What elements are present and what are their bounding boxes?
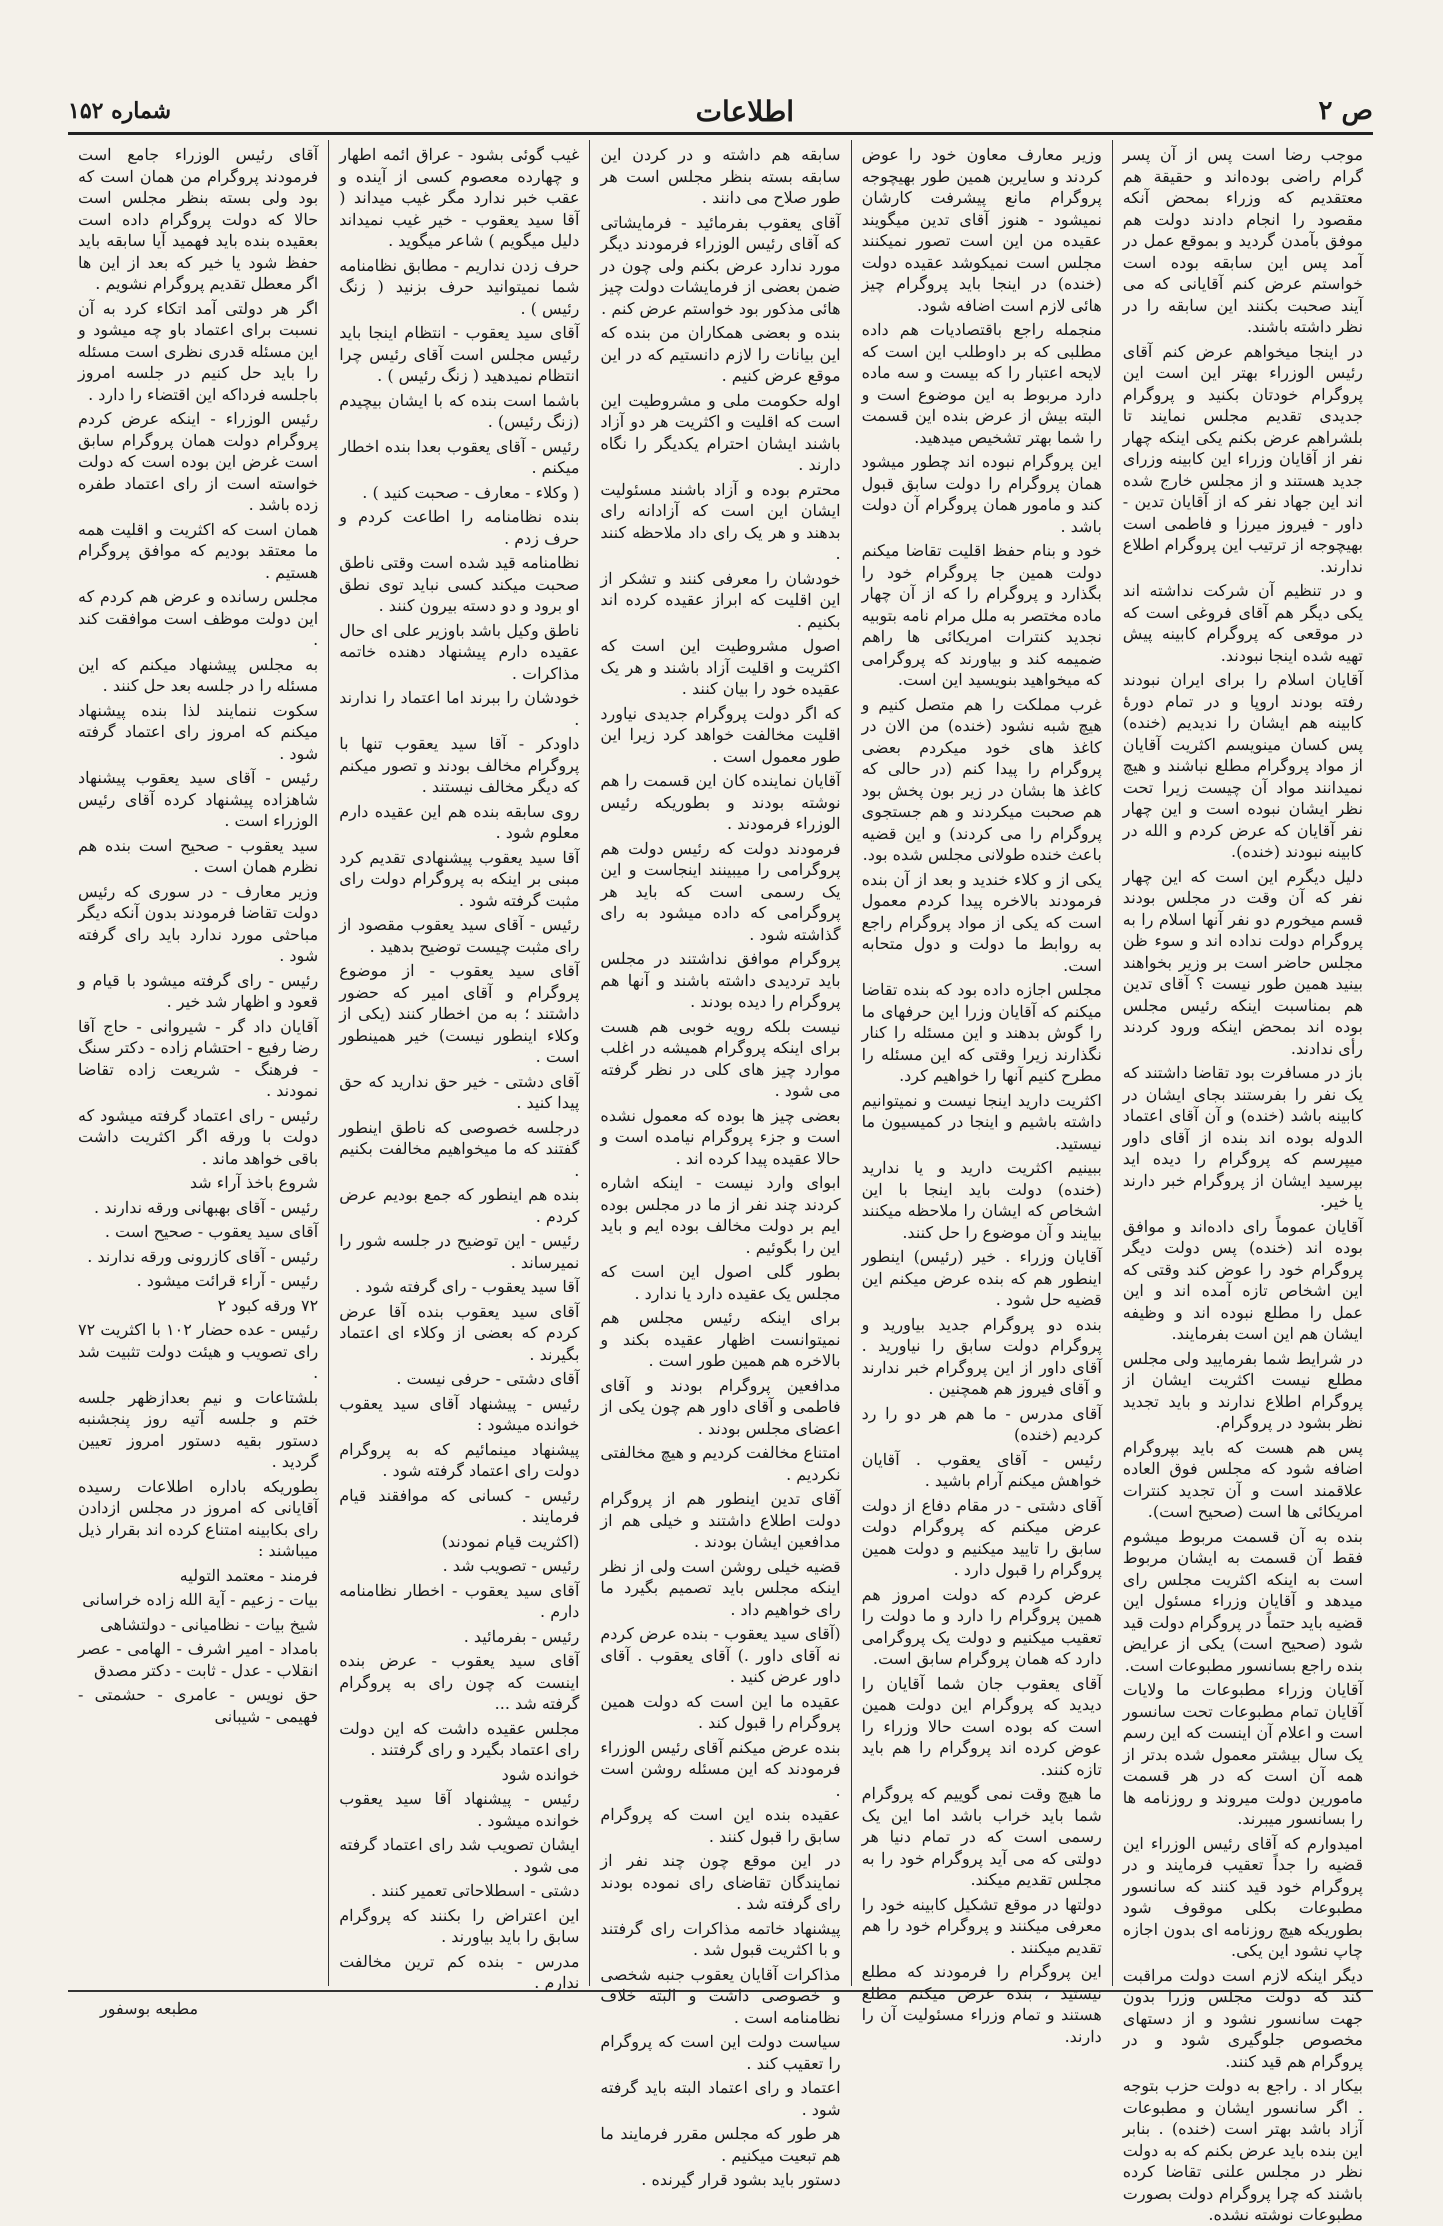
paragraph: دستور باید بشود قرار گیرنده .: [641, 2170, 841, 2189]
paragraph: دیگر اینکه لازم است دولت مراقبت کند که دولت مجلس وزرا بدون جهت سانسور نشود و از دستهای مخصوص جلوگیری شود و در پروگرام هم قید کنند.: [1122, 1965, 1363, 2071]
paragraph: امیدوارم که آقای رئیس الوزراء این قضیه را جداً تعقیب فرمایند و در پروگرام خود قید کنند که سانسور مطبوعات بکلی موقوف شود بطوریکه هیچ روزنامه ای بدون اجازه چاپ نشود این یکی.: [1122, 1833, 1363, 1960]
paragraph: برای اینکه رئیس مجلس هم نمیتوانست اظهار عقیده بکند و بالاخره هم همین طور است .: [600, 1308, 841, 1370]
paragraph: قضیه خیلی روشن است ولی از نظر اینکه مجلس باید تصمیم بگیرد ما رای خواهیم داد .: [600, 1556, 841, 1619]
paragraph: سید یعقوب - صحیح است بنده هم نظرم همان است .: [77, 835, 319, 876]
paragraph: خود و بنام حفظ اقلیت تقاضا میکنم دولت همین جا پروگرام خود را بگذارد و پروگرام را که از آن چهار ماده مختصر به ملل مرام نامه بتوبیه نجدید کنترات امریکائی ها راهم ضمیمه کند و بیاورند که پروگرامی که میخواهید بنویسید این است.: [861, 541, 1102, 689]
paragraph: ببینیم اکثریت دارید و یا ندارید (خنده) دولت باید اینجا با این اشخاص که ایشان را ملاحظه میکنند بیایند و آن موضوع را حل کنند.: [861, 1158, 1102, 1242]
paragraph: آقای یعقوب جان شما آقایان را دیدید که پروگرام این دولت همین است که بوده است حالا وزراء را عوض کرده اند پروگرام را هم باید تازه کنند.: [861, 1673, 1102, 1779]
paragraph: در این موقع چون چند نفر از نمایندگان تقاضای رای نموده بودند رای گرفته شد .: [600, 1851, 841, 1913]
paragraph: عرض کردم که دولت امروز هم همین پروگرام را دارد و ما دولت را تعقیب میکنیم و دولت یک پروگرامی دارد که همان پروگرام سابق است.: [861, 1584, 1102, 1668]
column-5: [68, 140, 329, 1986]
paragraph: ابوای وارد نیست - اینکه اشاره کردند چند نفر از ما در مجلس بوده ایم بر دولت مخالف بوده ایم و باید این را بگوئیم .: [600, 1173, 841, 1257]
paragraph: رئیس - آراء قرائت میشود .: [136, 1271, 319, 1290]
paragraph: آقای سید یعقوب - از موضوع پروگرام و آقای امیر که حضور داشتند ؛ به من اخطار کنند (یکی از وکلاء اینطور نیست) خیر همینطور است .: [339, 961, 580, 1066]
paragraph: خوانده شود: [501, 1764, 580, 1784]
paragraph: آقای تدین اینطور هم از پروگرام دولت اطلاع داشتند و خیلی هم از مدافعین ایشان بودند .: [600, 1489, 841, 1551]
paragraph: (آقای سید یعقوب - بنده عرض کردم نه آقای داور .) آقای یعقوب . آقای داور عرض کنید .: [600, 1624, 841, 1686]
paragraph: رئیس - رای اعتماد گرفته میشود که دولت با ورقه اگر اکثریت داشت باقی خواهد ماند .: [77, 1105, 319, 1168]
paragraph: مجلس عقیده داشت که این دولت رای اعتماد بگیرد و رای گرفتند .: [339, 1718, 580, 1759]
paragraph: آقا سید یعقوب - رای گرفته شود .: [355, 1277, 580, 1296]
paragraph: اگر هر دولتی آمد اتکاء کرد به آن نسبت برای اعتماد باو چه میشود و این مسئله قدری نظری است مسئله را باید حل کنیم در جلسه امروز باجلسه فرداکه این اقتضاء را دارد .: [77, 298, 319, 404]
paragraph: مذاکرات آقایان یعقوب جنبه شخصی و خصوصی داشت و البته خلاف نظامنامه است .: [600, 1964, 841, 2027]
newspaper-title: اطلاعات: [695, 94, 795, 128]
paragraph: رئیس - عده حضار ۱۰۲ با اکثریت ۷۲ رای تصویب و هیئت دولت تثبیت شد .: [77, 1320, 319, 1382]
paragraph: وزیر معارف معاون خود را عوض کردند و سایرین همین طور بهیچوجه پروگرام مانع پیشرفت کارشان نمیشود - هنوز آقای تدین میگویند عقیده من این است تصور نمیکنند مجلس است نمیکوشد عقیده دولت (خنده) در اینجا باید پروگرام چیز هائی لازم است اضافه شود.: [861, 145, 1102, 315]
printer-credit: مطبعه بوسفور: [100, 1999, 199, 2018]
paragraph: بنده هم اینطور که جمع بودیم عرض کردم .: [339, 1185, 580, 1226]
paragraph: بطوریکه باداره اطلاعات رسیده آقایانی که امروز در مجلس ازدادن رای بکابینه امتناع کرده اند بقرار ذیل میباشند :: [77, 1476, 319, 1560]
paragraph: آقایان اسلام را برای ایران نبودند رفته بودند اروپا و در تمام دورهٔ کابینه هم ایشان را ندیدیم (خنده) پس کسان مینویسم اکثریت آقایان از مواد پروگرام مطلع نباشند و هیچ نمیدانند مواد آن چیست زیرا تحت نظر ایشان نبوده است و این چهار نفر آقایان که عرض کردم و الله در کابینه نبودند (خنده).: [1122, 670, 1363, 861]
paragraph: خودشان را معرفی کنند و تشکر از این اقلیت که ابراز عقیده کرده اند بکنیم .: [600, 568, 841, 631]
paragraph: بنده به آن قسمت مربوط میشوم فقط آن قسمت به ایشان مربوط است به اینکه اکثریت مجلس رای میدهد و آقایان وزراء مسئول این قضیه باید حتماً در پروگرام دولت قید شود (صحیح است) یکی از عرایض بنده راجع بسانسور مطبوعات است.: [1122, 1526, 1363, 1675]
paragraph: پیشنهاد خاتمه مذاکرات رای گرفتند و با اکثریت قبول شد .: [600, 1918, 841, 1959]
column-3: [590, 140, 851, 2189]
paragraph: بامداد - امیر اشرف - الهامی - عصر انقلاب - عدل - ثابت - دکتر مصدق: [77, 1639, 319, 1680]
paragraph: فرمودند دولت که رئیس دولت هم پروگرامی را میبینند اینجاست و این یک رسمی است که باید هر پروگرامی که داده میشود به رای گذاشته شود .: [600, 838, 841, 944]
paragraph: پس هم هست که باید بپروگرام اضافه شود که مجلس فوق العاده علاقمند است و آن تجدید کنترات امریکائی ها است (صحیح است).: [1122, 1437, 1363, 1521]
paragraph: وزیر معارف - در سوری که رئیس دولت تقاضا فرمودند بدون آنکه دیگر مباحثی مورد ندارد باید رای گرفته شود .: [77, 881, 319, 965]
paragraph: رئیس الوزراء - اینکه عرض کردم پروگرام دولت همان پروگرام سابق است غرض این بوده است که دولت خواسته است از رای اعتماد طفره زده باشد .: [77, 409, 319, 514]
paragraph: اکثریت دارید اینجا نیست و نمیتوانیم داشته باشیم و اینجا در کمیسیون ما نیستید.: [861, 1090, 1102, 1153]
paragraph: رئیس - رای گرفته میشود با قیام و قعود و اظهار شد خیر .: [77, 970, 319, 1011]
paragraph: ناطق وکیل باشد باوزیر علی ای حال عقیده دارم پیشنهاد دهنده خاتمه مذاکرات .: [339, 620, 580, 683]
paragraph: بیات - زعیم - آیة الله زاده خراسانی: [82, 1590, 319, 1609]
paragraph: دلیل دیگرم این است که این چهار نفر که آن وقت در مجلس بودند قسم میخورم دو نفر آنها اسلام را به پروگرام دولت نداده اند و سوء ظن مجلس حاضر است بر وزیر بخواهند بینید همین طور نیست ؟ آقای تدین هم بمناسبت اینکه رئیس مجلس بوده اند بمحض اینکه ورود کردند رأی ندادند.: [1122, 866, 1363, 1058]
paragraph: مدافعین پروگرام بودند و آقای فاطمی و آقای داور هم چون یکی از اعضای مجلس بودند .: [600, 1375, 841, 1438]
paragraph: اصول مشروطیت این است که اکثریت و اقلیت آزاد باشند و هر یک عقیده خود را بیان کنند .: [600, 636, 841, 698]
paragraph: حرف زدن نداریم - مطابق نظامنامه شما نمیتوانید حرف بزنید ( زنگ رئیس ) .: [339, 255, 580, 318]
paragraph: این پروگرام را فرمودند که مطلع نیستید ، بنده عرض میکنم مطلع هستند و تمام وزراء مسئولیت آن را دارند.: [861, 1962, 1102, 2046]
paragraph: رئیس - آقای یعقوب بعدا بنده اخطار میکنم .: [339, 436, 580, 477]
paragraph: رئیس - بفرمائید .: [463, 1626, 580, 1646]
paragraph: یکی از و کلاء خندید و بعد از آن بنده فرمودند بالاخره پیدا کردم معمول است که یکی از مواد پروگرام راجع به روابط ما دولت و دول متحابه است.: [861, 869, 1102, 975]
paragraph: آقای سید یعقوب - انتظام اینجا باید رئیس مجلس است آقای رئیس چرا انتظام نمیدهید ( زنگ رئیس ) .: [339, 323, 580, 385]
paragraph: روی سابقه بنده هم این عقیده دارم معلوم شود .: [339, 801, 580, 842]
paragraph: شیخ بیات - نظامیانی - دولتشاهی: [100, 1614, 319, 1634]
paragraph: ایشان تصویب شد رای اعتماد گرفته می شود .: [339, 1835, 580, 1876]
paragraph: رئیس - این توضیح در جلسه شور را نمیرساند .: [339, 1231, 580, 1272]
paragraph: اعتماد و رای اعتماد البته باید گرفته شود .: [600, 2078, 841, 2119]
paragraph: آقای سید یعقوب - صحیح است .: [104, 1222, 319, 1241]
paragraph: رئیس - آقای بهبهانی ورقه ندارند .: [94, 1197, 319, 1217]
paragraph: همان است که اکثریت و اقلیت همه ما معتقد بودیم که موافق پروگرام هستیم .: [77, 519, 319, 582]
paragraph: ( وکلاء - معارف - صحبت کنید ) .: [362, 482, 580, 502]
paragraph: شروع باخذ آراء شد: [189, 1173, 319, 1192]
paragraph: محترم بوده و آزاد باشند مسئولیت ایشان این است که آزادانه رای بدهند و هر یک رای داد ملاحظه کنند .: [600, 479, 841, 563]
paragraph: رئیس - آقای سید یعقوب پیشنهاد شاهزاده پیشنهاد کرده آقای رئیس الوزراء است .: [77, 768, 319, 830]
paragraph: ۷۲ ورقه کبود ۲: [217, 1295, 319, 1315]
masthead-rule: [68, 132, 1373, 135]
paragraph: ما هیچ وقت نمی گوییم که پروگرام شما باید خراب باشد اما این یک رسمی است که در تمام دنیا هر دولتی که می آید پروگرام خود را به مجلس تقدیم میکند.: [861, 1784, 1102, 1889]
paragraph: بطور گلی اصول این است که مجلس یک عقیده دارد یا ندارد .: [600, 1262, 841, 1303]
paragraph: رئیس - آقای سید یعقوب مقصود از رای مثبت چیست توضیح بدهید .: [339, 915, 580, 956]
paragraph: سیاست دولت این است که پروگرام را تعقیب کند .: [600, 2032, 841, 2073]
paragraph: آقایان وزراء . خیر (رئیس) اینطور اینطور هم که بنده عرض میکنم این قضیه حل شود .: [861, 1247, 1102, 1309]
paragraph: آقایان وزراء مطبوعات ما ولایات آقایان تمام مطبوعات تحت سانسور است و اعلام آن اینست که این رسم یک سال بیشتر معمول شده بدتر از همه آن است که در هر قسمت مامورین دولت میروند و روزنامه ها را بسانسور میبرند.: [1122, 1680, 1363, 1828]
paragraph: آقای دشتی - خیر حق ندارید که حق پیدا کنید .: [339, 1071, 580, 1112]
paragraph: رئیس - آقای کازرونی ورقه ندارند .: [87, 1246, 319, 1266]
paragraph: رئیس - آقای یعقوب . آقایان خواهش میکنم آرام باشید .: [861, 1449, 1102, 1490]
paragraph: داودکر - آقا سید یعقوب تنها با پروگرام مخالف بودند و تصور میکنم که دیگر مخالف نیستند .: [339, 734, 580, 796]
paragraph: مجلس رسانده و عرض هم کردم که این دولت موظف است موافقت کند .: [77, 587, 319, 649]
footer-rule: [68, 1990, 1373, 1992]
paragraph: که اگر دولت پروگرام جدیدی نیاورد اقلیت مخالفت خواهد کرد زیرا این طور معمول است .: [600, 703, 841, 766]
paragraph: دولتها در موقع تشکیل کابینه خود را معرفی میکنند و پروگرام خود را هم تقدیم میکنند .: [861, 1894, 1102, 1957]
paragraph: مجلس اجازه داده بود که بنده تقاضا میکنم که آقایان وزرا این حرفهای ما را گوش بدهند و این مسئله را کنار نگذارند زیرا وقتی که این مسئله را مطرح کنیم آنها را خواهیم کرد.: [861, 980, 1102, 1085]
paragraph: آقای رئیس الوزراء جامع است فرمودند پروگرام من همان است که بود ولی بسته بنظر مجلس است حالا که دولت پروگرام داده است بعقیده بنده باید فهمید آیا سابقه باید حفظ شود یا خیر که بعد از این ها اگر معطل تقدیم پروگرام نشویم .: [77, 145, 319, 293]
paragraph: درجلسه خصوصی که ناطق اینطور گفتند که ما میخواهیم مخالفت بکنیم .: [339, 1117, 580, 1180]
paragraph: آقای مدرس - ما هم هر دو را رد کردیم (خنده): [861, 1403, 1102, 1444]
paragraph: عقیده بنده این است که پروگرام سابق را قبول کنند .: [600, 1805, 841, 1846]
paragraph: موجب رضا است پس از آن پسر گرام راضی بوده‌اند و حقیقة هم معتقدیم که وزراء بمحض آنکه مقصود را انجام دادند دولت هم موفق بآمدن گردید و بموقع عمل در آمد پس این سابقه بوده است خواستم عرض کنم آقایانی که می آیند صحبت بکنند این سابقه را در نظر داشته باشند.: [1122, 145, 1363, 336]
paragraph: غرب مملکت را هم متصل کنیم و هیچ شبه نشود (خنده) من الان در کاغذ های خود میکردم بعضی پروگرام را پیدا کنم (در حالی که کاغذ ها بشان در زیر بون پخش بود هم صحبت میکردند و هم جستجوی پروگرام را می کردند) و این قضیه باعث خنده طولانی مجلس شده بود.: [861, 694, 1102, 864]
paragraph: به مجلس پیشنهاد میکنم که این مسئله را در جلسه بعد حل کنند .: [77, 654, 319, 695]
paragraph: باز در مسافرت بود تقاضا داشتند که یک نفر را بفرستند بجای ایشان در کابینه باشد (خنده) و آن آقای اعتماد الدوله بوده اند بنده از آقای داور میپرسم که پروگرام را دیده اید بپرسید ایشان از پروگرام خبر دارند یا خیر.: [1122, 1063, 1363, 1211]
paragraph: و در تنظیم آن شرکت نداشته اند یکی دیگر هم آقای فروغی است که در موقعی که پروگرام کابینه پیش تهیه شده اینجا نبودند.: [1122, 581, 1363, 665]
paragraph: آقای سید یعقوب - عرض بنده اینست که چون رای به پروگرام گرفته شد ...: [339, 1651, 580, 1713]
paragraph: آقایان نماینده کان این قسمت را هم نوشته بودند و بطوریکه رئیس الوزراء فرمودند .: [600, 771, 841, 833]
paragraph: خودشان را ببرند اما اعتماد را ندارند .: [339, 688, 580, 729]
paragraph: رئیس - تصویب شد .: [442, 1556, 580, 1575]
paragraph: سکوت ننمایند لذا بنده پیشنهاد میکنم که امروز رای اعتماد گرفته شود .: [77, 700, 319, 763]
paragraph: آقای دشتی - در مقام دفاع از دولت عرض میکنم که پروگرام دولت سابق را تایید میکنیم و دولت همین پروگرام را قبول دارد .: [861, 1495, 1102, 1579]
paragraph: آقای یعقوب بفرمائید - فرمایشاتی که آقای رئیس الوزراء فرمودند دیگر مورد ندارد عرض بکنم ولی چون در ضمن بعضی از فرمایشات دولت چیز هائی مذکور بود خواستم عرض کنم .: [600, 212, 841, 318]
page-number: ص ۲: [1318, 96, 1373, 126]
paragraph: آقای سید یعقوب - اخطار نظامنامه دارم .: [339, 1580, 580, 1621]
paragraph: رئیس - پیشنهاد آقای سید یعقوب خوانده میشود :: [339, 1393, 580, 1434]
paragraph: آقایان داد گر - شیروانی - حاج آقا رضا رفیع - احتشام زاده - دکتر سنگ - فرهنگ - شریعت زاده تقاضا نمودند .: [77, 1016, 319, 1100]
paragraph: بنده دو پروگرام جدید بیاورید و پروگرام دولت سابق را نیاورید . آقای داور از این پروگرام خبر ندارند و آقای فیروز هم همچنین .: [861, 1314, 1102, 1398]
paragraph: آقای سید یعقوب بنده آقا عرض کردم که بعضی از وکلاء ای اعتماد بگیرند .: [339, 1301, 580, 1364]
paragraph: هر طور که مجلس مقرر فرمایند ما هم تبعیت میکنیم .: [600, 2124, 841, 2165]
masthead: [68, 92, 1373, 130]
paragraph: عقیده ما این است که دولت همین پروگرام را قبول کند .: [600, 1691, 841, 1732]
paragraph: آقایان عموماً رای داده‌اند و موافق بوده اند (خنده) پس دولت دیگر پروگرام خود را عوض کند وقتی که این اشخاص تازه آمده اند و این عمل را مطلع نبوده اند و وظیفه ایشان هم این است بفرمایند.: [1122, 1216, 1363, 1343]
column-1: [1113, 140, 1373, 2224]
paragraph: منجمله راجع باقتصادیات هم داده مطلبی که بر داوطلب این است که لایحه اعتبار را که بیست و سه ماده دارد مربوط به این موضوع است و البته بیش از عرض بنده این قسمت را شما بهتر تشخیص میدهید.: [861, 320, 1102, 447]
paragraph: بلشتاعات و نیم بعدازظهر جلسه ختم و جلسه آتیه روز پنجشنبه دستور بقیه دستور امروز تعیین گردید .: [77, 1387, 319, 1471]
column-4: [329, 140, 590, 1992]
paragraph: آقا سید یعقوب پیشنهادی تقدیم کرد مبنی بر اینکه به پروگرام دولت رای مثبت گرفته شود .: [339, 847, 580, 910]
paragraph: بنده و بعضی همکاران من بنده که این بیانات را لازم دانستیم که در این موقع عرض کنیم .: [600, 323, 841, 385]
paragraph: نظامنامه قید شده است وقتی ناطق صحبت میکند کسی نباید توی نطق او برود و دو دسته بیرون کنند .: [339, 553, 580, 615]
column-2: [852, 140, 1113, 2046]
paragraph: بعضی چیز ها بوده که معمول نشده است و جزء پروگرام نیامده است و حالا عقیده پیدا کرده اند .: [600, 1105, 841, 1168]
paragraph: غیب گوئی بشود - عراق ائمه اطهار و چهارده معصوم کسی از آینده و عقب خبر ندارد مگر غیب میداند ( آقا سید یعقوب - خیر غیب نمیداند دلیل میگویم ) شاعر میگوید .: [339, 145, 580, 250]
paragraph: مدرس - بنده کم ترین مخالفت ندارم .: [339, 1951, 580, 1992]
paragraph: این پروگرام نبوده اند چطور میشود همان پروگرام را دولت سابق قبول کند و مامور همان پروگرام آن دولت باشد .: [861, 452, 1102, 536]
paragraph: رئیس - کسانی که موافقند قیام فرمایند .: [339, 1485, 580, 1526]
paragraph: این اعتراض را بکنند که پروگرام سابق را باید بیاورند .: [339, 1905, 580, 1946]
paragraph: سابقه هم داشته و در کردن این سابقه بسته بنظر مجلس است هر طور صلاح می دانند .: [600, 145, 841, 207]
paragraph: در اینجا میخواهم عرض کنم آقای رئیس الوزراء بهتر این است این پروگرام خودتان بکنید و پروگرام جدیدی تقدیم مجلس نمایند تا بلشراهم عرض بکنم یکی اینکه چهار نفر از آقایان وزراء این کابینه وزرای جدید هستند و از مجلس خارج شده اند این جهاد نفر که از آقایان تدین - داور - فیروز میرزا و فاطمی است بهیچوجه از ترتیب این پروگرام اطلاع ندارند.: [1122, 341, 1363, 576]
paragraph: بنده نظامنامه را اطاعت کردم و حرف زدم .: [339, 507, 580, 548]
paragraph: آقای دشتی - حرفی نیست .: [396, 1369, 580, 1388]
paragraph: بنده عرض میکنم آقای رئیس الوزراء فرمودند که این مسئله روشن است .: [600, 1737, 841, 1800]
paragraph: اوله حکومت ملی و مشروطیت این است که اقلیت و اکثریت هر دو آزاد باشند ایشان احترام یکدیگر را نگاه دارند .: [600, 390, 841, 474]
paragraph: امتناع مخالفت کردیم و هیچ مخالفتی نکردیم .: [600, 1443, 841, 1484]
paragraph: پروگرام موافق نداشتند در مجلس باید تردیدی داشته باشند و آنها هم پروگرام را دیده بودند .: [600, 949, 841, 1011]
paragraph: باشما است بنده که با ایشان بیچیدم (زنگ رئیس) .: [339, 390, 580, 431]
paragraph: حق نویس - عامری - حشمتی - فهیمی - شیبانی: [77, 1685, 319, 1726]
paragraph: بیکار اد . راجع به دولت حزب بتوجه . اگر سانسور ایشان و مطبوعات آزاد باشد بهتر است (خنده) . بنابر این بنده باید عرض بکنم که به دولت نظر در مجلس علنی تقاضا کرده باشند که چرا پروگرام دولت بصورت مطبوعات نوشته نشده.: [1122, 2076, 1363, 2224]
paragraph: فرمند - معتمد التولیه: [179, 1565, 319, 1585]
paragraph: نیست بلکه رویه خوبی هم هست برای اینکه پروگرام همیشه در اغلب موارد چیز های کلی در نظر گرفته می شود .: [600, 1016, 841, 1100]
paragraph: پیشنهاد مینمائیم که به پروگرام دولت رای اعتماد گرفته شود .: [339, 1439, 580, 1480]
paragraph: دشتی - اسطلاحاتی تعمیر کنند .: [370, 1881, 580, 1900]
paragraph: در شرایط شما بفرمایید ولی مجلس مطلع نیست اکثریت ایشان از پروگرام اطلاع ندارند و باید تجدید نظر بشود در پروگرام.: [1122, 1348, 1363, 1432]
issue-number: شماره ۱۵۲: [68, 98, 172, 124]
paragraph: رئیس - پیشنهاد آقا سید یعقوب خوانده میشود .: [339, 1789, 580, 1830]
paragraph: (اکثریت قیام نمودند): [441, 1531, 580, 1551]
